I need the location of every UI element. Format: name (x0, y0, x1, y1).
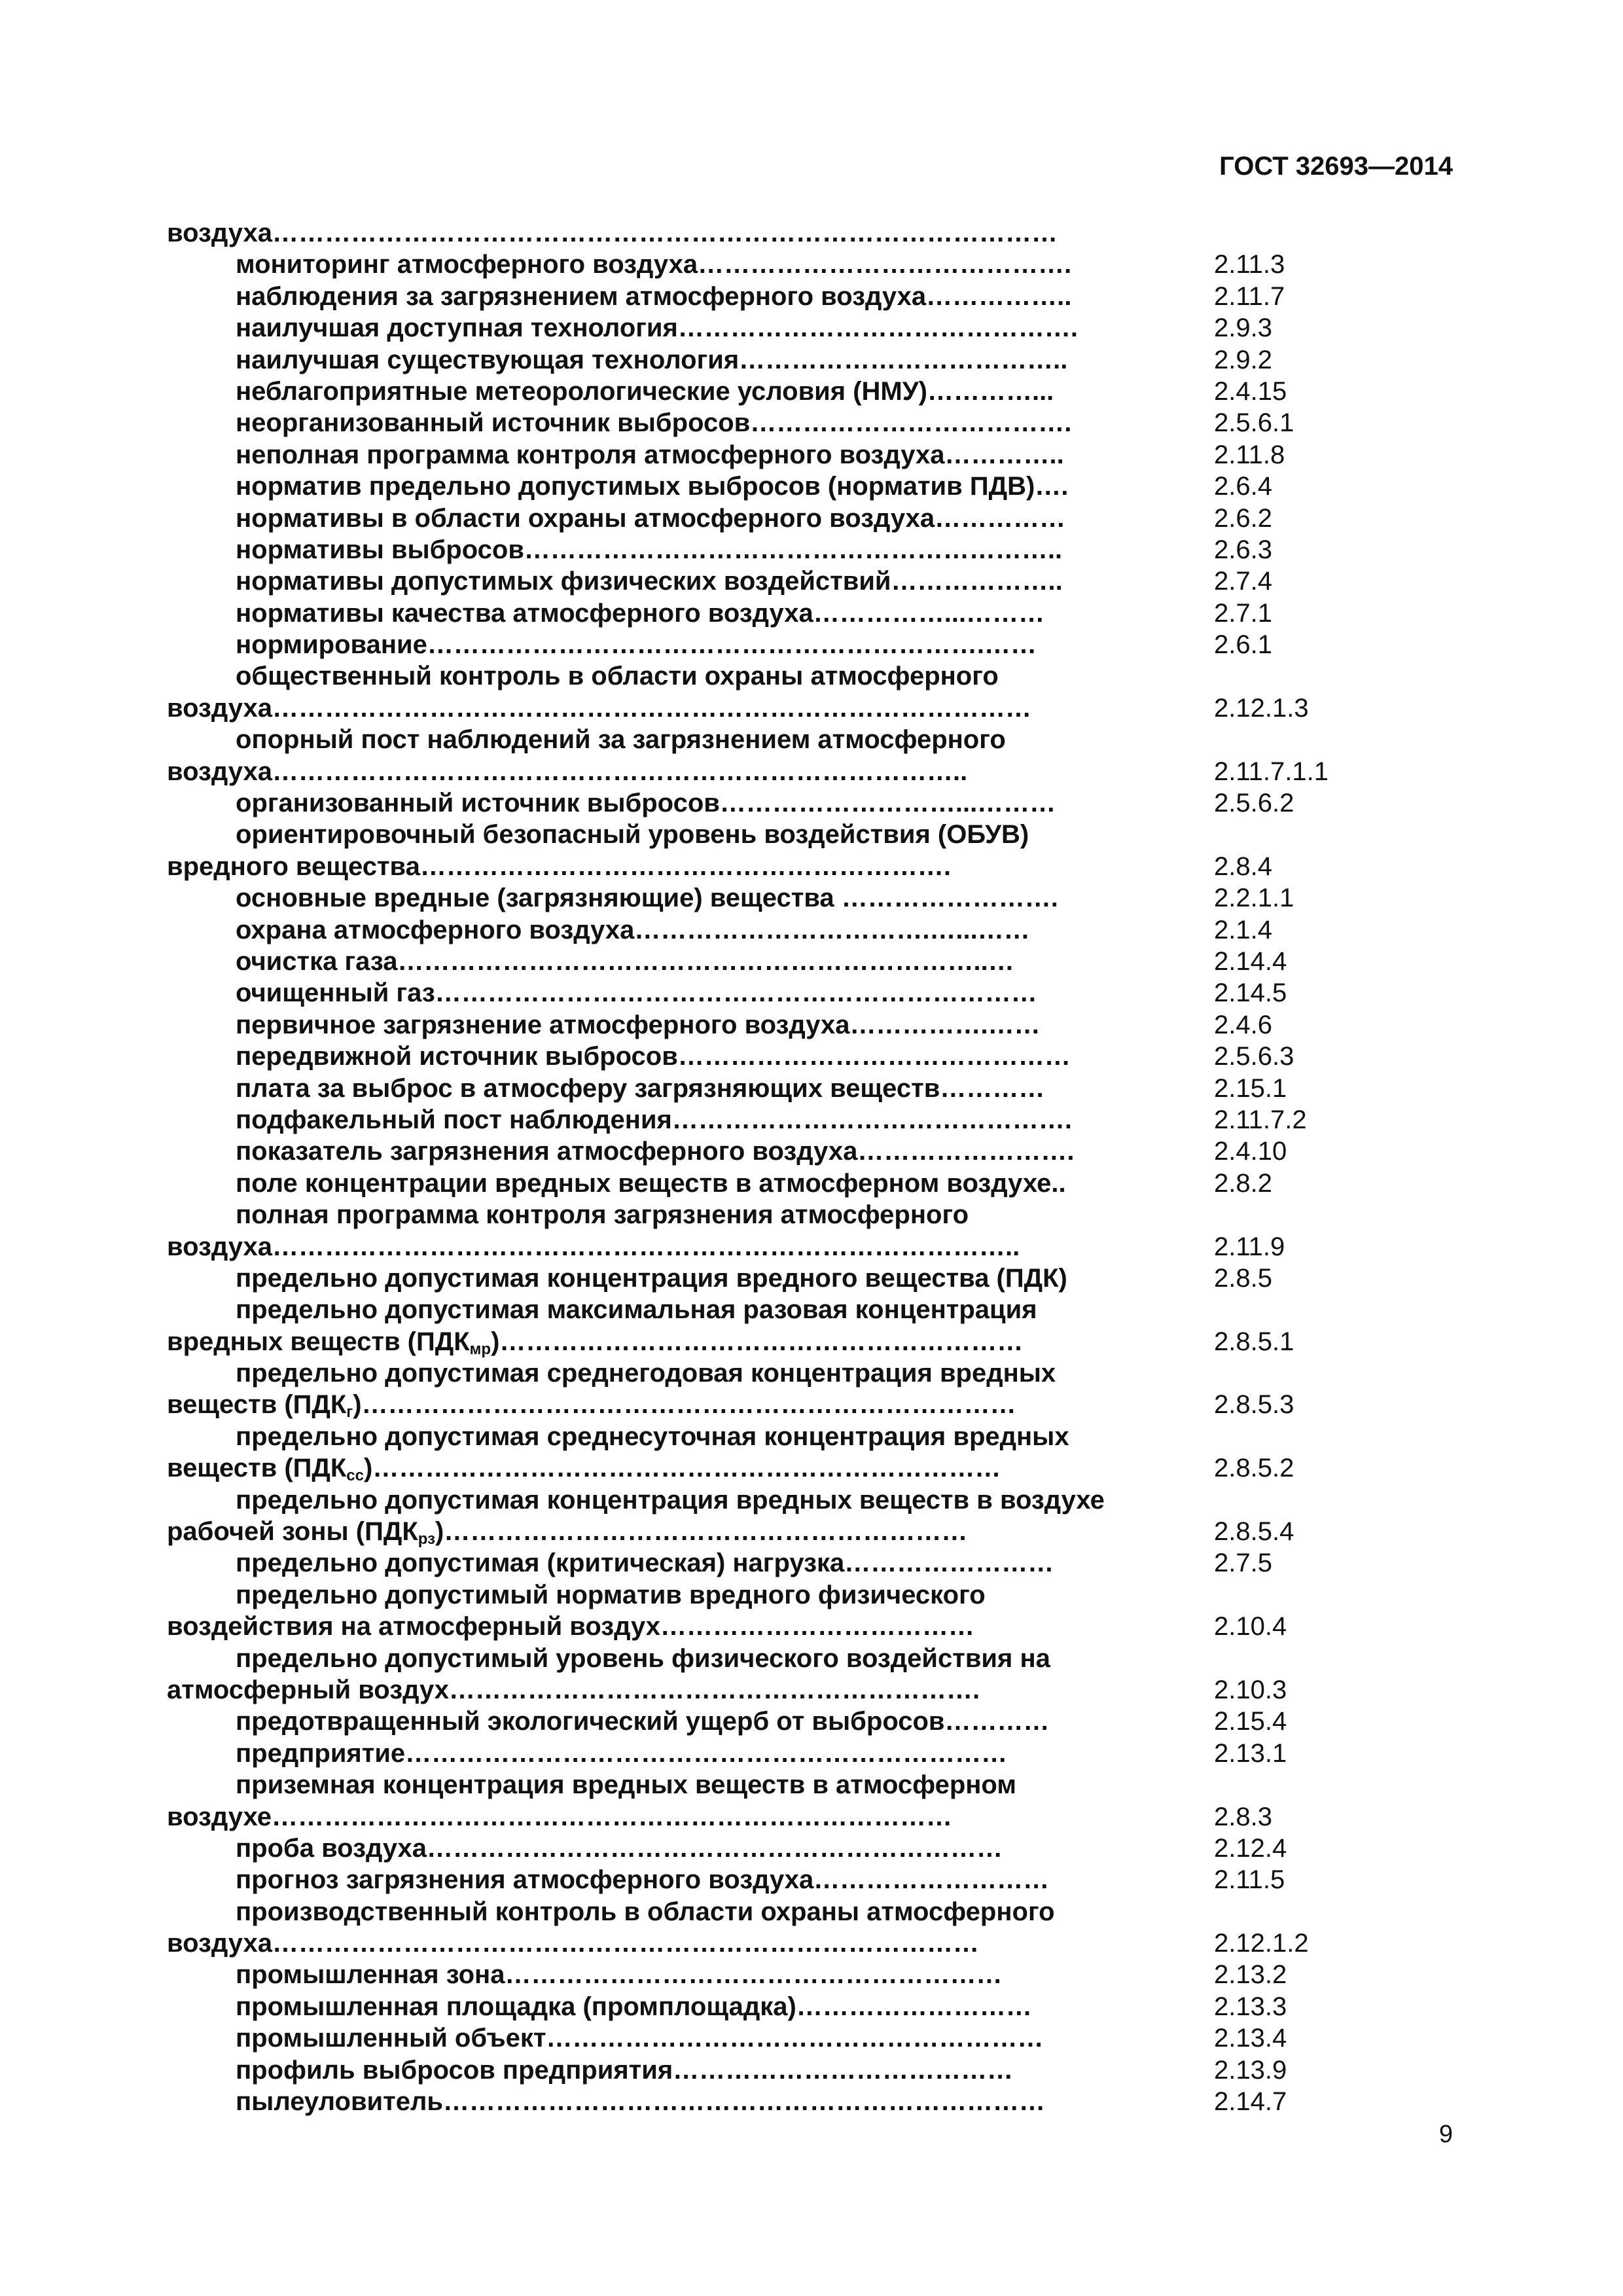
index-entry-term-text: предельно допустимый норматив вредного физического (236, 1580, 986, 1609)
index-entry-clause-number: 2.4.6 (1214, 1010, 1272, 1039)
index-entry-term-text: наилучшая доступная технология………………………………………. (236, 314, 1078, 343)
index-entry (167, 1452, 1443, 1484)
index-entry (167, 1674, 1443, 1706)
index-entry-term-text: приземная концентрация вредных веществ в атмосферном (236, 1770, 1016, 1800)
index-entry-term (167, 660, 1214, 692)
index-entry-term (167, 2054, 1214, 2086)
index-entry (167, 471, 1443, 502)
index-entry-clause-number: 2.11.9 (1214, 1232, 1285, 1261)
index-entry-term (167, 534, 1214, 565)
index-entry-term (167, 1104, 1214, 1136)
index-entry-term (167, 1168, 1214, 1199)
index-entry-clause-number: 2.14.5 (1214, 978, 1287, 1008)
index-entry-term-text: прогноз загрязнения атмосферного воздуха……………………… (236, 1865, 1050, 1895)
index-entry-clause-number: 2.12.4 (1214, 1833, 1287, 1863)
index-entry-term-text: нормирование……………………………………………………….…… (236, 630, 1037, 660)
index-entry-term (167, 1009, 1214, 1041)
index-entry-clause-number: 2.7.4 (1214, 567, 1272, 596)
index-entry-term-text: воздуха…………………………………………………………………………… (167, 693, 1031, 723)
index-entry-term-text: полная программа контроля загрязнения атмосферного (236, 1200, 969, 1230)
index-entry-term (167, 1991, 1214, 2022)
index-entry-term (167, 1136, 1214, 1167)
index-entry-term (167, 1263, 1214, 1294)
index-entry-term (167, 1896, 1214, 1928)
index-entry (167, 977, 1443, 1009)
index-entry-term (167, 851, 1214, 882)
index-entry-clause-number: 2.8.3 (1214, 1802, 1272, 1831)
index-entry (167, 312, 1443, 344)
index-entry-term (167, 249, 1214, 280)
index-entry (167, 1864, 1443, 1895)
index-entry (167, 1643, 1443, 1674)
index-entry-term (167, 281, 1214, 312)
index-entry-clause-number: 2.10.4 (1214, 1612, 1287, 1641)
index-entry-term-text: охрана атмосферного воздуха…………………………….…...…… (236, 915, 1030, 944)
index-entry (167, 756, 1443, 787)
index-entry-term (167, 1801, 1214, 1833)
index-entry-term (167, 1769, 1214, 1801)
index-entry-term-text: атмосферный воздух……………………………………………………. (167, 1675, 980, 1704)
index-entry-term (167, 1959, 1214, 1990)
index-entry (167, 1421, 1443, 1452)
index-entry-term-text: очистка газа…………………………………………………………..… (236, 946, 1014, 976)
index-entry-clause-number: 2.5.6.1 (1214, 408, 1294, 438)
index-entry-term (167, 692, 1214, 724)
index-entry-term-text: предельно допустимая концентрация вредных веществ в воздухе (236, 1485, 1105, 1515)
index-entry-term (167, 1041, 1214, 1072)
index-entry-term (167, 1294, 1214, 1325)
index-entry-term-text: нормативы выбросов…………………………………………………….. (236, 535, 1063, 564)
index-entry-term-text: подфакельный пост наблюдения………………………………………. (236, 1105, 1073, 1134)
index-entry-term-text: очищенный газ…………………………………………………………… (236, 978, 1037, 1008)
index-entry (167, 2054, 1443, 2086)
index-entry-clause-number: 2.7.5 (1214, 1549, 1272, 1578)
index-entry-term-text: показатель загрязнения атмосферного воздуха……………………. (236, 1137, 1075, 1166)
index-entry (167, 1104, 1443, 1136)
index-entry-term-text: предельно допустимая среднесуточная концентрация вредных (236, 1422, 1069, 1451)
index-entry-term (167, 439, 1214, 471)
document-code-header: ГОСТ 32693—2014 (1219, 152, 1453, 181)
index-entry-term (167, 1231, 1214, 1263)
index-entry (167, 692, 1443, 724)
index-entry-term-text: вредных веществ (ПДК (167, 1327, 470, 1356)
index-entry-term-text: предприятие…………………………………………………………… (236, 1738, 1008, 1768)
index-entry-clause-number: 2.10.3 (1214, 1675, 1287, 1704)
index-entry (167, 946, 1443, 977)
index-entry-term-text: воздуха………………………………………………………………………….. (167, 1232, 1020, 1261)
index-entry (167, 1389, 1443, 1420)
index-entry-clause-number: 2.13.9 (1214, 2055, 1287, 2085)
index-entry-clause-number: 2.9.3 (1214, 314, 1272, 343)
index-entry-term (167, 1611, 1214, 1642)
index-entry-term (167, 312, 1214, 344)
index-entry-term (167, 1579, 1214, 1611)
term-index-list (167, 217, 1443, 2117)
index-entry-term (167, 629, 1214, 660)
index-entry-term (167, 2022, 1214, 2054)
index-entry-term (167, 1484, 1214, 1516)
index-entry-clause-number: 2.15.4 (1214, 1707, 1287, 1736)
index-entry-term-text: первичное загрязнение атмосферного воздуха…………….…… (236, 1010, 1041, 1039)
index-entry-term-text: предельно допустимая максимальная разовая концентрация (236, 1295, 1037, 1325)
index-entry (167, 1294, 1443, 1325)
index-entry-term (167, 2086, 1214, 2117)
index-entry-term (167, 1928, 1214, 1959)
index-entry (167, 281, 1443, 312)
index-entry (167, 2086, 1443, 2117)
index-entry-term-text: опорный пост наблюдений за загрязнением атмосферного (236, 725, 1006, 755)
index-entry-term (167, 407, 1214, 439)
index-entry (167, 1706, 1443, 1737)
index-entry-term (167, 787, 1214, 819)
index-entry (167, 534, 1443, 565)
index-entry-subscript: рз (418, 1530, 436, 1548)
index-entry-term (167, 756, 1214, 787)
index-entry-clause-number: 2.13.1 (1214, 1738, 1287, 1768)
index-entry (167, 598, 1443, 629)
index-entry (167, 1009, 1443, 1041)
index-entry (167, 1991, 1443, 2022)
index-entry-term-text: нормативы допустимых физических воздействий……………….. (236, 567, 1063, 596)
index-entry-term (167, 1864, 1214, 1895)
index-entry-term-text: предельно допустимая среднегодовая концентрация вредных (236, 1359, 1056, 1388)
index-entry (167, 1136, 1443, 1167)
index-entry-clause-number: 2.8.2 (1214, 1168, 1272, 1198)
index-entry (167, 1484, 1443, 1516)
index-entry-clause-number: 2.11.3 (1214, 250, 1285, 279)
index-entry-term-text: наилучшая существующая технология……………………………….. (236, 345, 1068, 374)
index-entry-term (167, 1833, 1214, 1864)
index-entry-term (167, 1674, 1214, 1706)
index-entry-term-text: воздухе…………………………………………………………………… (167, 1802, 952, 1831)
index-entry (167, 1168, 1443, 1199)
index-entry (167, 1326, 1443, 1357)
index-entry (167, 249, 1443, 280)
index-entry-term-text: профиль выбросов предприятия………………………………… (236, 2055, 1014, 2085)
index-entry-term-tail: )……………………………………………………………… (364, 1454, 1001, 1483)
index-entry-term (167, 1516, 1214, 1547)
index-entry (167, 1769, 1443, 1801)
index-entry-clause-number: 2.4.10 (1214, 1137, 1287, 1166)
index-entry (167, 1833, 1443, 1864)
index-entry-term (167, 882, 1214, 914)
index-entry-term (167, 217, 1214, 249)
index-entry-clause-number: 2.12.1.2 (1214, 1929, 1309, 1958)
index-entry-clause-number: 2.12.1.3 (1214, 693, 1309, 723)
index-entry-term-text: промышленная зона………………………………………………… (236, 1960, 1003, 1990)
index-entry-clause-number: 2.8.5 (1214, 1263, 1272, 1293)
index-entry-term (167, 914, 1214, 946)
index-entry-term-tail: )…………………………………………………… (435, 1517, 968, 1547)
index-entry-term-text: воздуха…………………………………………………………………….. (167, 757, 968, 786)
index-entry (167, 1959, 1443, 1990)
index-entry (167, 914, 1443, 946)
index-entry-term-text: веществ (ПДК (167, 1390, 347, 1420)
index-entry (167, 1738, 1443, 1769)
index-entry (167, 503, 1443, 534)
index-entry-clause-number: 2.5.6.2 (1214, 789, 1294, 818)
index-entry-term-text: воздуха……………………………………………………………………………… (167, 219, 1058, 247)
index-entry-term-text: предотвращенный экологический ущерб от выбросов………… (236, 1707, 1050, 1736)
index-entry-term-text: проба воздуха………………………………………………………… (236, 1833, 1003, 1863)
index-entry-term-text: пылеуловитель…………………………………………………………… (236, 2087, 1045, 2117)
index-entry-term (167, 376, 1214, 407)
index-entry-term (167, 946, 1214, 977)
index-entry-clause-number: 2.7.1 (1214, 598, 1272, 628)
index-entry-term (167, 1452, 1214, 1484)
index-entry-term-text: нормативы качества атмосферного воздуха……………...……… (236, 598, 1045, 628)
index-entry-term (167, 1357, 1214, 1389)
index-entry-clause-number: 2.6.4 (1214, 472, 1272, 501)
index-entry (167, 724, 1443, 755)
index-entry (167, 1547, 1443, 1579)
index-entry-term-text: поле концентрации вредных веществ в атмосферном воздухе.. (236, 1168, 1066, 1198)
index-entry-clause-number: 2.5.6.3 (1214, 1042, 1294, 1071)
index-entry-clause-number: 2.8.5.2 (1214, 1454, 1294, 1483)
index-entry-term (167, 819, 1214, 850)
index-entry-term-text: предельно допустимый уровень физического воздействия на (236, 1643, 1050, 1673)
index-entry (167, 1357, 1443, 1389)
index-entry-term (167, 1706, 1214, 1737)
index-entry (167, 660, 1443, 692)
index-entry-term-text: неорганизованный источник выбросов………………………………. (236, 408, 1072, 438)
index-entry-term (167, 344, 1214, 376)
index-entry (167, 1199, 1443, 1230)
index-entry-term-text: плата за выброс в атмосферу загрязняющих веществ………… (236, 1073, 1045, 1103)
index-entry (167, 1231, 1443, 1263)
index-entry (167, 1073, 1443, 1104)
index-entry-term-text: ориентировочный безопасный уровень воздействия (ОБУВ) (236, 820, 1029, 850)
index-entry-term-text: нормативы в области охраны атмосферного воздуха…………… (236, 503, 1066, 533)
index-entry (167, 376, 1443, 407)
index-entry-clause-number: 2.8.5.1 (1214, 1327, 1294, 1356)
index-entry-clause-number: 2.8.5.3 (1214, 1390, 1294, 1420)
index-entry-term (167, 1547, 1214, 1579)
index-entry-term-text: передвижной источник выбросов……………………………………… (236, 1042, 1071, 1071)
index-entry-term-text: воздействия на атмосферный воздух……………………………… (167, 1612, 975, 1641)
index-entry-term-text: промышленная площадка (промплощадка)……………………… (236, 1992, 1032, 2021)
index-entry-clause-number: 2.11.7.1.1 (1214, 757, 1329, 786)
index-entry-subscript: г (346, 1403, 353, 1421)
index-entry-term-text: предельно допустимая (критическая) нагрузка…………………… (236, 1549, 1054, 1578)
index-entry-term-text: мониторинг атмосферного воздуха……………………………………. (236, 250, 1072, 279)
index-entry (167, 1041, 1443, 1072)
index-entry-clause-number: 2.11.7.2 (1214, 1105, 1307, 1134)
index-entry-term-text: промышленный объект………………………………………………… (236, 2024, 1044, 2053)
index-entry-term-text: предельно допустимая концентрация вредного вещества (ПДК) (236, 1263, 1067, 1293)
index-entry-term (167, 1199, 1214, 1230)
index-entry-clause-number: 2.4.15 (1214, 376, 1287, 406)
index-entry (167, 1611, 1443, 1642)
index-entry-term (167, 1326, 1214, 1357)
index-entry (167, 217, 1443, 249)
index-entry (167, 1579, 1443, 1611)
index-entry-clause-number: 2.11.8 (1214, 440, 1285, 469)
index-entry-clause-number: 2.6.1 (1214, 630, 1272, 660)
index-entry-term (167, 1073, 1214, 1104)
index-entry-term (167, 1738, 1214, 1769)
index-entry (167, 819, 1443, 850)
index-entry-clause-number: 2.13.3 (1214, 1992, 1287, 2021)
index-entry (167, 439, 1443, 471)
index-entry (167, 787, 1443, 819)
index-entry (167, 2022, 1443, 2054)
index-entry (167, 1801, 1443, 1833)
index-entry-term-text: неполная программа контроля атмосферного воздуха………….. (236, 440, 1064, 469)
index-entry-term-text: рабочей зоны (ПДК (167, 1517, 418, 1547)
index-entry-clause-number: 2.1.4 (1214, 915, 1272, 944)
index-entry-clause-number: 2.11.7 (1214, 281, 1285, 311)
index-entry-term-tail: )…………………………………………………… (491, 1327, 1024, 1356)
index-entry-term-text: вредного вещества……………………………………………………. (167, 852, 951, 881)
index-entry-clause-number: 2.8.4 (1214, 852, 1272, 881)
index-entry (167, 629, 1443, 660)
index-entry-term-text: организованный источник выбросов………………………...……… (236, 789, 1056, 818)
index-entry (167, 565, 1443, 597)
index-entry-term (167, 565, 1214, 597)
index-entry-term-text: общественный контроль в области охраны атмосферного (236, 662, 999, 691)
index-entry-clause-number: 2.6.3 (1214, 535, 1272, 564)
index-entry-term (167, 503, 1214, 534)
index-entry-term (167, 1643, 1214, 1674)
index-entry-clause-number: 2.14.4 (1214, 946, 1287, 976)
index-entry-subscript: мр (469, 1340, 491, 1358)
index-entry-clause-number: 2.6.2 (1214, 503, 1272, 533)
index-entry-term-text: норматив предельно допустимых выбросов (норматив ПДВ)…. (236, 472, 1069, 501)
index-entry-term-text: основные вредные (загрязняющие) вещества ……………………. (236, 884, 1058, 913)
index-entry (167, 1263, 1443, 1294)
index-entry-clause-number: 2.11.5 (1214, 1865, 1285, 1895)
index-entry-term-tail: )………………………………………………………………… (353, 1390, 1016, 1420)
index-entry-term (167, 471, 1214, 502)
index-entry-clause-number: 2.8.5.4 (1214, 1517, 1294, 1547)
index-entry-term (167, 724, 1214, 755)
index-entry (167, 851, 1443, 882)
index-entry-term-text: воздуха……………………………………………………………………… (167, 1929, 979, 1958)
index-entry-clause-number: 2.9.2 (1214, 345, 1272, 374)
index-entry-clause-number: 2.14.7 (1214, 2087, 1287, 2117)
index-entry-clause-number: 2.13.2 (1214, 1960, 1287, 1990)
index-entry-term (167, 598, 1214, 629)
index-entry-term-text: наблюдения за загрязнением атмосферного воздуха…………….. (236, 281, 1072, 311)
index-entry-term (167, 1389, 1214, 1420)
index-entry-clause-number: 2.2.1.1 (1214, 884, 1294, 913)
index-entry (167, 1516, 1443, 1547)
index-entry (167, 407, 1443, 439)
index-entry (167, 1928, 1443, 1959)
index-entry-subscript: сс (346, 1467, 364, 1484)
index-entry-term (167, 1421, 1214, 1452)
index-entry-term-text: производственный контроль в области охраны атмосферного (236, 1897, 1055, 1926)
index-entry (167, 1896, 1443, 1928)
index-entry-clause-number: 2.15.1 (1214, 1073, 1287, 1103)
index-entry-term-text: веществ (ПДК (167, 1454, 347, 1483)
index-entry-term-text: неблагоприятные метеорологические условия (НМУ)…………... (236, 376, 1054, 406)
index-entry-clause-number: 2.13.4 (1214, 2024, 1287, 2053)
index-entry (167, 344, 1443, 376)
page-number: 9 (1438, 2121, 1453, 2148)
index-entry (167, 882, 1443, 914)
index-entry-term (167, 977, 1214, 1009)
